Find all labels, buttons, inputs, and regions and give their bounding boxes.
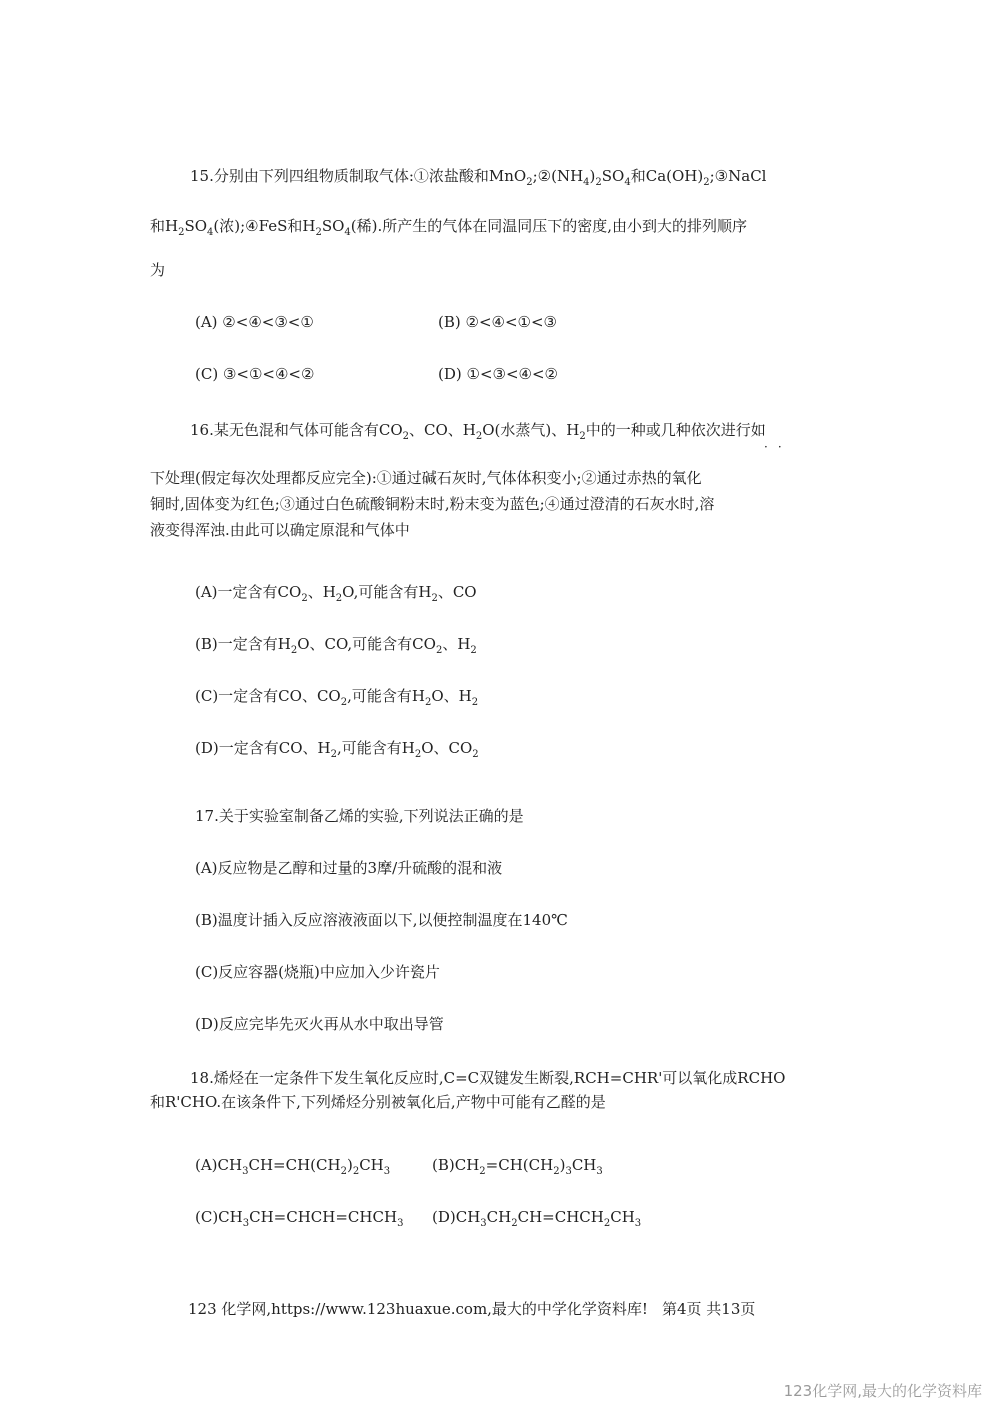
q15-line1: 15.分别由下列四组物质制取气体:①浓盐酸和$MnO_2;②(NH_4)_2SO_4$和$Ca(OH)_2;③NaCl$ [190, 167, 767, 188]
q18-option-c: $(C)CH_3CH=CHCH=CHCH_3$ [195, 1208, 404, 1229]
page-footer [188, 1298, 755, 1319]
q16-option-a: (A)一定含有$CO_2$、$H_2O$,可能含有$H_2$、CO [195, 583, 477, 604]
q18-line2: 和R'CHO.在该条件下,下列烯烃分别被氧化后,产物中可能有乙醛的是 [150, 1093, 606, 1111]
q16-option-c: (C)一定含有CO、$CO_2$,可能含有$H_2O$、$H_2$ [195, 687, 479, 708]
q15-line2: 和$H_2SO_4$(浓);④FeS和$H_2SO_4$(稀).所产生的气体在同温同压下的密度,由小到大的排列顺序 [150, 217, 748, 238]
q15-option-c: (C) ③<①<④<② [195, 365, 315, 383]
site-watermark: 123化学网,最大的化学资料库 [783, 1382, 982, 1400]
emphasis-dots: ·· [764, 440, 792, 454]
q18-option-b: $(B)CH_2=CH(CH_2)_3CH_3$ [432, 1156, 603, 1177]
q15-option-b: (B) ②<④<①<③ [438, 313, 557, 331]
q15-option-a: (A) ②<④<③<① [195, 313, 314, 331]
q17-option-d: (D)反应完毕先灭火再从水中取出导管 [195, 1015, 444, 1033]
q16-line1: 16.某无色混和气体可能含有$CO_2$、CO、$H_2O$(水蒸气)、$H_2$中的一种或几种依次进行如 [190, 421, 766, 442]
q15-option-d: (D) ①<③<④<② [438, 365, 558, 383]
q18-option-d: $(D)CH_3CH_2CH=CHCH_2CH_3$ [432, 1208, 642, 1229]
q18-option-a: $(A)CH_3CH=CH(CH_2)_2CH_3$ [195, 1156, 391, 1177]
q15-line3: 为 [150, 261, 166, 279]
q16-line2: 下处理(假定每次处理都反应完全):①通过碱石灰时,气体体积变小;②通过赤热的氧化 [150, 469, 702, 487]
q16-line3: 铜时,固体变为红色;③通过白色硫酸铜粉末时,粉末变为蓝色;④通过澄清的石灰水时,溶 [150, 495, 715, 513]
q16-option-b: (B)一定含有$H_2O$、CO,可能含有$CO_2$、$H_2$ [195, 635, 477, 656]
q17-stem: 17.关于实验室制备乙烯的实验,下列说法正确的是 [195, 807, 524, 825]
q16-line4: 液变得浑浊.由此可以确定原混和气体中 [150, 521, 410, 539]
q16-option-d: (D)一定含有CO、$H_2$,可能含有$H_2O$、$CO_2$ [195, 739, 479, 760]
q17-option-a: (A)反应物是乙醇和过量的3摩/升硫酸的混和液 [195, 859, 503, 877]
q17-option-b: (B)温度计插入反应溶液液面以下,以便控制温度在140℃ [195, 911, 568, 929]
footer-site-text: 123 化学网,https://www.123huaxue.com,最大的中学化学资料库! [188, 1300, 648, 1318]
q18-line1: 18.烯烃在一定条件下发生氧化反应时,C=C双键发生断裂,RCH=CHR'可以氧化成RCHO [190, 1069, 786, 1087]
page-number: 第4页 共13页 [661, 1300, 756, 1318]
q17-option-c: (C)反应容器(烧瓶)中应加入少许瓷片 [195, 963, 440, 981]
